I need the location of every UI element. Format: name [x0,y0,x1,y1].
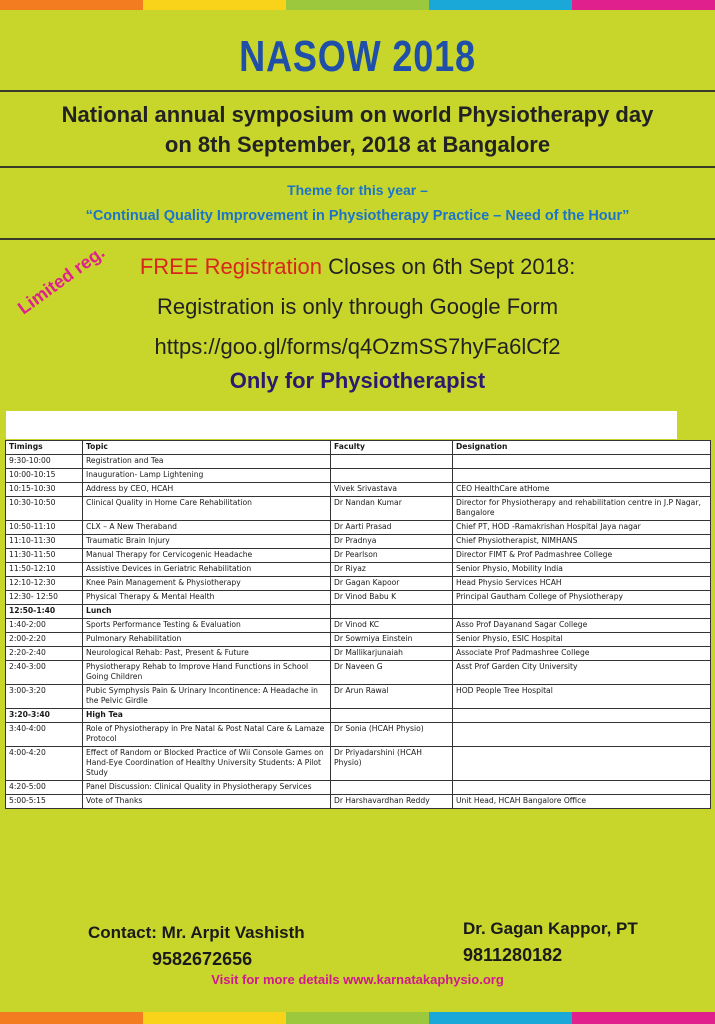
stripe-orange [0,0,143,10]
cell-topic: Panel Discussion: Clinical Quality in Physiotherapy Services [83,781,331,795]
stripe-orange [0,1012,143,1024]
table-row [6,795,711,809]
cell-designation [453,723,711,747]
subtitle-line-1: National annual symposium on world Physiotherapy day [61,102,654,127]
limited-registration-label: Limited reg. [14,242,109,319]
table-row [6,633,711,647]
theme-text: “Continual Quality Improvement in Physiotherapy Practice – Need of the Hour” [85,208,630,224]
cell-faculty: Dr Naveen G [331,661,453,685]
cell-faculty: Dr Harshavardhan Reddy [331,795,453,809]
closes-text: Closes on 6th Sept 2018: [328,254,576,279]
table-row [6,577,711,591]
cell-faculty [331,469,453,483]
cell-topic: High Tea [83,709,331,723]
cell-designation: Head Physio Services HCAH [453,577,711,591]
cell-faculty: Dr Arun Rawal [331,685,453,709]
contact-left [88,920,305,972]
table-row [6,455,711,469]
stripe-blue [429,0,572,10]
table-row [6,469,711,483]
cell-designation: Director for Physiotherapy and rehabilitation centre in J.P Nagar, Bangalore [453,497,711,521]
contact-right-phone: 9811280182 [463,945,563,965]
bottom-color-stripes [0,1012,715,1024]
stripe-green [286,1012,429,1024]
table-row [6,563,711,577]
cell-designation: Principal Gautham College of Physiotherapy [453,591,711,605]
form-url-link[interactable]: https://goo.gl/forms/q4OzmSS7hyFa6lCf2 [154,334,561,359]
page-title: NASOW 2018 [239,32,476,81]
cell-faculty: Dr Aarti Prasad [331,521,453,535]
cell-faculty: Dr Gagan Kapoor [331,577,453,591]
schedule-header-row [6,441,711,455]
stripe-blue [429,1012,572,1024]
cell-faculty: Dr Sonia (HCAH Physio) [331,723,453,747]
cell-topic: Pubic Symphysis Pain & Urinary Incontinence: A Headache in the Pelvic Girdle [83,685,331,709]
subtitle-line-2: on 8th September, 2018 at Bangalore [164,132,551,157]
cell-designation: Senior Physio, Mobility India [453,563,711,577]
cell-timing: 2:40-3:00 [6,661,83,685]
cell-timing: 5:00-5:15 [6,795,83,809]
cell-topic: Pulmonary Rehabilitation [83,633,331,647]
cell-topic: Manual Therapy for Cervicogenic Headache [83,549,331,563]
cell-designation: Chief Physiotherapist, NIMHANS [453,535,711,549]
cell-topic: Physical Therapy & Mental Health [83,591,331,605]
cell-timing: 4:20-5:00 [6,781,83,795]
cell-timing: 11:30-11:50 [6,549,83,563]
header-faculty: Faculty [331,441,453,455]
cell-topic: Address by CEO, HCAH [83,483,331,497]
cell-timing: 2:00-2:20 [6,633,83,647]
cell-faculty: Dr Mallikarjunaiah [331,647,453,661]
cell-designation: HOD People Tree Hospital [453,685,711,709]
subtitle [0,100,715,160]
header-designation: Designation [453,441,711,455]
cell-faculty: Dr Priyadarshini (HCAH Physio) [331,747,453,781]
table-row [6,709,711,723]
cell-topic: Traumatic Brain Injury [83,535,331,549]
cell-faculty [331,605,453,619]
cell-designation: Chief PT, HOD -Ramakrishan Hospital Jaya nagar [453,521,711,535]
blank-banner [6,411,677,439]
cell-timing: 11:10-11:30 [6,535,83,549]
cell-designation [453,781,711,795]
cell-topic: Assistive Devices in Geriatric Rehabilitation [83,563,331,577]
cell-designation: Senior Physio, ESIC Hospital [453,633,711,647]
divider-middle [0,166,715,168]
cell-designation: Asst Prof Garden City University [453,661,711,685]
table-row [6,521,711,535]
cell-topic: Knee Pain Management & Physiotherapy [83,577,331,591]
schedule-table [5,440,711,809]
cell-faculty: Dr Riyaz [331,563,453,577]
cell-faculty: Dr Sowmiya Einstein [331,633,453,647]
table-row [6,483,711,497]
cell-topic: CLX – A New Theraband [83,521,331,535]
cell-timing: 12:50-1:40 [6,605,83,619]
audience-label: Only for Physiotherapist [229,368,486,393]
table-row [6,605,711,619]
cell-designation [453,709,711,723]
cell-timing: 12:30- 12:50 [6,591,83,605]
cell-faculty: Dr Vinod Babu K [331,591,453,605]
cell-designation: Associate Prof Padmashree College [453,647,711,661]
cell-designation: Director FIMT & Prof Padmashree College [453,549,711,563]
cell-timing: 4:00-4:20 [6,747,83,781]
table-row [6,723,711,747]
contact-left-phone: 9582672656 [152,949,253,969]
cell-timing: 3:40-4:00 [6,723,83,747]
cell-timing: 1:40-2:00 [6,619,83,633]
cell-topic: Vote of Thanks [83,795,331,809]
google-form-text: Registration is only through Google Form [156,294,559,319]
cell-timing: 10:15-10:30 [6,483,83,497]
divider-top [0,90,715,92]
stripe-yellow [143,1012,286,1024]
cell-designation [453,747,711,781]
stripe-pink [572,0,715,10]
contact-right [463,916,638,968]
cell-timing: 12:10-12:30 [6,577,83,591]
cell-topic: Physiotherapy Rehab to Improve Hand Functions in School Going Children [83,661,331,685]
cell-designation [453,605,711,619]
table-row [6,591,711,605]
cell-designation [453,455,711,469]
table-row [6,781,711,795]
cell-faculty: Vivek Srivastava [331,483,453,497]
cell-timing: 3:00-3:20 [6,685,83,709]
table-row [6,647,711,661]
table-row [6,685,711,709]
free-registration-label: FREE Registration [139,254,322,279]
cell-timing: 11:50-12:10 [6,563,83,577]
cell-timing: 9:30-10:00 [6,455,83,469]
cell-designation [453,469,711,483]
cell-faculty [331,709,453,723]
cell-designation: Asso Prof Dayanand Sagar College [453,619,711,633]
table-row [6,497,711,521]
stripe-pink [572,1012,715,1024]
cell-topic: Neurological Rehab: Past, Present & Future [83,647,331,661]
stripe-yellow [143,0,286,10]
cell-topic: Clinical Quality in Home Care Rehabilitation [83,497,331,521]
cell-timing: 10:00-10:15 [6,469,83,483]
table-row [6,535,711,549]
header-topic: Topic [83,441,331,455]
cell-faculty: Dr Pearlson [331,549,453,563]
cell-designation: Unit Head, HCAH Bangalore Office [453,795,711,809]
cell-faculty [331,781,453,795]
cell-topic: Sports Performance Testing & Evaluation [83,619,331,633]
stripe-green [286,0,429,10]
table-row [6,747,711,781]
divider-theme [0,238,715,240]
cell-faculty [331,455,453,469]
header-timings: Timings [6,441,83,455]
cell-topic: Registration and Tea [83,455,331,469]
cell-timing: 3:20-3:40 [6,709,83,723]
top-color-stripes [0,0,715,10]
theme-label: Theme for this year – [287,182,428,198]
cell-topic: Role of Physiotherapy in Pre Natal & Post Natal Care & Lamaze Protocol [83,723,331,747]
table-row [6,661,711,685]
cell-designation: CEO HealthCare atHome [453,483,711,497]
cell-timing: 10:30-10:50 [6,497,83,521]
cell-faculty: Dr Vinod KC [331,619,453,633]
table-row [6,619,711,633]
cell-faculty: Dr Pradnya [331,535,453,549]
contact-right-name: Dr. Gagan Kappor, PT [463,919,638,938]
cell-timing: 10:50-11:10 [6,521,83,535]
table-row [6,549,711,563]
cell-timing: 2:20-2:40 [6,647,83,661]
contact-left-name: Contact: Mr. Arpit Vashisth [88,923,305,942]
cell-faculty: Dr Nandan Kumar [331,497,453,521]
cell-topic: Lunch [83,605,331,619]
cell-topic: Inauguration- Lamp Lightening [83,469,331,483]
website-link[interactable]: Visit for more details www.karnatakaphysio.org [211,972,504,987]
cell-topic: Effect of Random or Blocked Practice of Wii Console Games on Hand-Eye Coordination of Healthy University Students: A Pilot Study [83,747,331,781]
